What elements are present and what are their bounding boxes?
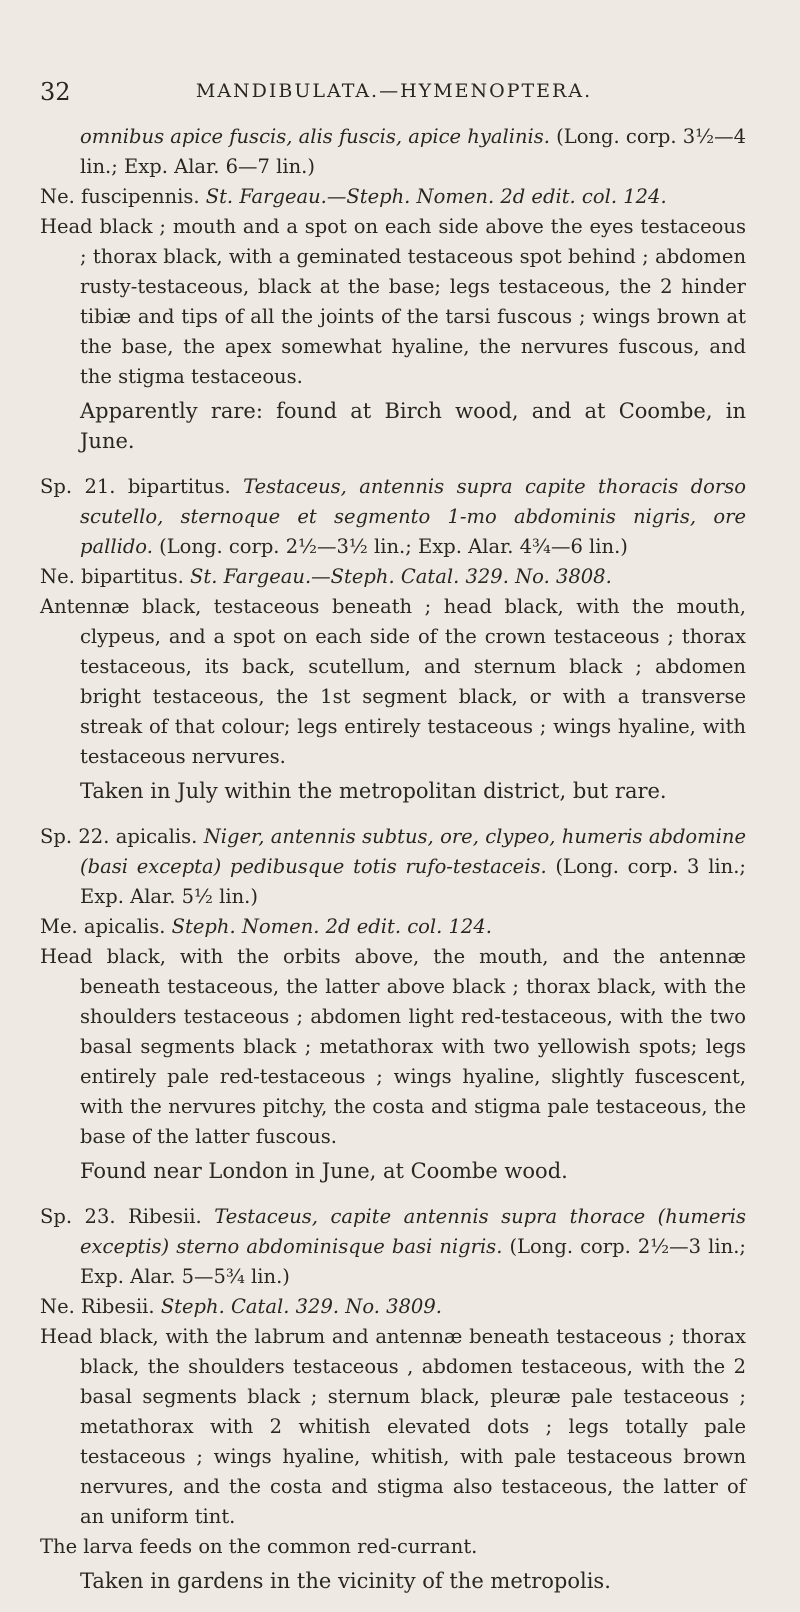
species-description: Head black ; mouth and a spot on each side above the eyes testaceous ; thorax black, with a geminated testaceous spot behind ; abdomen rusty-testaceous, black at the base; legs testaceous, the 2 hinder tibiæ and tips of all the joints of the tarsi fuscous ; wings brown at the base, the apex somewhat hyaline, the nervures fuscous, and the stigma testaceous.	[40, 215, 746, 388]
species-label: Sp. 22. apicalis.	[40, 825, 198, 848]
species-diagnosis: Sp. 21. bipartitus. Testaceus, antennis supra capite thoracis dorso scutello, sternoque et segmento 1-mo abdominis nigris, ore pallido. (Long. corp. 2½—3½ lin.; Exp. Alar. 4¾—6 lin.)	[40, 475, 746, 558]
page-header	[40, 78, 748, 108]
species-diagnosis: omnibus apice fuscis, alis fuscis, apice hyalinis. (Long. corp. 3½—4 lin.; Exp. Alar. 6—7 lin.)	[80, 125, 747, 178]
species-diagnosis: Sp. 22. apicalis. Niger, antennis subtus, ore, clypeo, humeris abdomine (basi excepta) pedibusque totis rufo-testaceis. (Long. corp. 3 lin.; Exp. Alar. 5½ lin.)	[40, 825, 746, 908]
locality-note: Apparently rare: found at Birch wood, and at Coombe, in June.	[80, 399, 746, 453]
locality-note: Found near London in June, at Coombe wood.	[80, 1159, 568, 1183]
page-number: 32	[40, 78, 71, 106]
species-diagnosis: Sp. 23. Ribesii. Testaceus, capite antennis supra thorace (humeris exceptis) sterno abdominisque basi nigris. (Long. corp. 2½—3 lin.; Exp. Alar. 5—5¾ lin.)	[40, 1205, 746, 1288]
locality-note: Taken in gardens in the vicinity of the metropolis.	[80, 1569, 611, 1593]
locality-note: Taken in July within the metropolitan district, but rare.	[80, 779, 667, 803]
synonymy-line: Ne. Ribesii. Steph. Catal. 329. No. 3809.	[40, 1295, 442, 1318]
synonymy-line: Ne. fuscipennis. St. Fargeau.—Steph. Nomen. 2d edit. col. 124.	[40, 185, 667, 208]
species-description: Head black, with the labrum and antennæ beneath testaceous ; thorax black, the shoulders testaceous , abdomen testaceous, with the 2 basal segments black ; sternum black, pleuræ pale testaceous ; metathorax with 2 whitish elevated dots ; legs totally pale testaceous ; wings hyaline, whitish, with pale testaceous brown nervures, and the costa and stigma also testaceous, the latter of an uniform tint.	[40, 1325, 746, 1528]
species-label: Sp. 23. Ribesii.	[40, 1205, 202, 1228]
larva-note: The larva feeds on the common red-currant.	[40, 1535, 478, 1558]
species-label: Sp. 21. bipartitus.	[40, 475, 231, 498]
species-description: Antennæ black, testaceous beneath ; head black, with the mouth, clypeus, and a spot on each side of the crown testaceous ; thorax testaceous, its back, scutellum, and sternum black ; abdomen bright testaceous, the 1st segment black, or with a transverse streak of that colour; legs entirely testaceous ; wings hyaline, with testaceous nervures.	[40, 595, 746, 768]
running-title: MANDIBULATA.—HYMENOPTERA.	[195, 80, 593, 102]
synonymy-line: Me. apicalis. Steph. Nomen. 2d edit. col. 124.	[40, 915, 492, 938]
synonymy-line: Ne. bipartitus. St. Fargeau.—Steph. Catal. 329. No. 3808.	[40, 565, 612, 588]
page-body	[40, 122, 746, 1612]
species-entry-ribesii	[40, 1202, 746, 1596]
species-entry-fuscipennis	[40, 122, 746, 456]
species-entry-apicalis	[40, 822, 746, 1186]
species-entry-bipartitus	[40, 472, 746, 806]
species-description: Head black, with the orbits above, the mouth, and the antennæ beneath testaceous, the latter above black ; thorax black, with the shoulders testaceous ; abdomen light red-testaceous, with the two basal segments black ; metathorax with two yellowish spots; legs entirely pale red-testaceous ; wings hyaline, slightly fuscescent, with the nervures pitchy, the costa and stigma pale testaceous, the base of the latter fuscous.	[40, 945, 746, 1148]
